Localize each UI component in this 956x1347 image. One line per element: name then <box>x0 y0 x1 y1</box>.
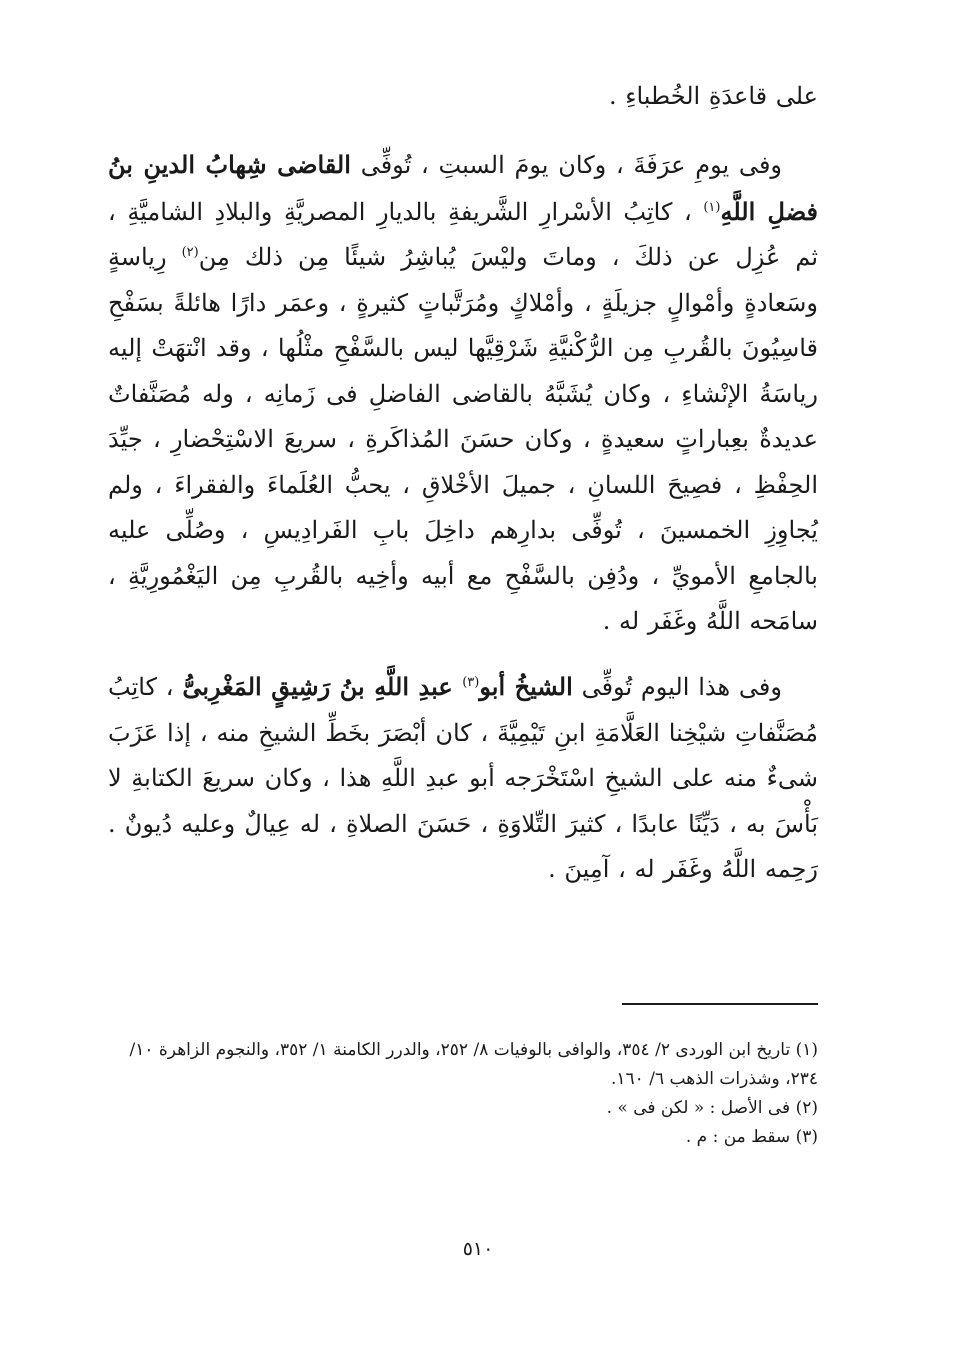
footnote-ref-1[interactable]: (١) <box>703 199 721 215</box>
paragraph-1-text-b: رِياسةٍ وسَعادةٍ وأمْوالٍ جزيلَةٍ ، وأمْلاكٍ ومُرَتَّباتٍ كثيرةٍ ، وعمَر دارًا هائلةً بسَفْحِ قاسِيُونَ بالقُربِ مِن الرُّكْنيَّةِ شَرْقِيَّها ليس بالسَّفْحِ مثْلُها ، وقد انْتهَتْ إليه رياسَةُ الإنْشاءِ ، وكان يُشَبَّهُ بالقاضى الفاضلِ فى زَمانِه ، وله مُصَنَّفاتٌ عديدةٌ بعِباراتٍ سعيدةٍ ، وكان حسَنَ المُذاكَرةِ ، سريعَ الاسْتِحْضارِ ، جيِّدَ الحِفْظِ ، فصِيحَ اللسانِ ، جميلَ الأخْلاقِ ، يحبُّ العُلَماءَ والفقراءَ ، ولم يُجاوِزِ الخمسينَ ، تُوفِّى بدارِهم داخِلَ بابِ الفَرادِيسِ ، وصُلِّى عليه بالجامعِ الأمويِّ ، ودُفِن بالسَّفْحِ مع أبيه وأخِيه بالقُربِ مِن اليَغْمُورِيَّةِ ، سامَحه اللَّهُ وغَفَر له . <box>108 243 818 635</box>
continuation-line <box>108 74 818 120</box>
footnote-2: (٢) فى الأصل : « لكن فى » . <box>606 1098 818 1118</box>
footnote-3: (٣) سقط من : م . <box>685 1127 818 1147</box>
person-name-part-1: الشيخُ أبو <box>479 672 573 701</box>
footnotes <box>108 1036 818 1152</box>
footnote-separator <box>622 1003 818 1005</box>
footnote-ref-2[interactable]: (٢) <box>181 245 199 260</box>
page-number: ٥١٠ <box>462 1238 494 1260</box>
paragraph-2-text: ، كاتِبُ مُصَنَّفاتِ شيْخِنا العَلَّامَةِ ابنِ تَيْمِيَّةَ ، كان أبْصَرَ بخَطِّ الشيخِ منه ، إذا عَزَبَ شىءٌ منه على الشيخِ اسْتَخْرَجه أبو عبدِ اللَّهِ هذا ، وكان سريعَ الكتابةِ لا بَأْسَ به ، دَيِّنًا عابدًا ، كثيرَ التِّلاوَةِ ، حَسَنَ الصلاةِ ، له عِيالٌ وعليه دُيونٌ . رَحِمه اللَّهُ وغَفَر له ، آمِينَ . <box>108 673 818 883</box>
paragraph-1 <box>108 142 818 645</box>
paragraph-2-intro: وفى هذا اليوم تُوفِّى <box>572 673 782 701</box>
footnote-ref-3[interactable]: (٣) <box>462 675 480 690</box>
person-name-part-2: عبدِ اللَّهِ بنُ رَشِيقٍ المَغْرِبىُّ <box>182 672 463 701</box>
paragraph-1-text-a: ، كاتِبُ الأسْرارِ الشَّريفةِ بالديارِ المصريَّةِ والبلادِ الشاميَّةِ ، ثم عُزِل عن ذلكَ ، وماتَ وليْسَ يُباشِرُ شيئًا مِن ذلك مِن <box>108 197 818 271</box>
footnote-1: (١) تاريخ ابن الوردى ٢/ ٣٥٤، والوافى بالوفيات ٨/ ٢٥٢، والدرر الكامنة ١/ ٣٥٢، والنجوم الزاهرة ١٠/ ٢٣٤، وشذرات الذهب ٦/ ١٦٠. <box>129 1040 818 1089</box>
paragraph-2 <box>108 664 818 893</box>
paragraph-1-intro: وفى يومِ عرَفَةَ ، وكان يومَ السبتِ ، تُوفِّى <box>350 151 783 179</box>
person-name-shihab-aldin: القاضى شِهابُ الدينِ بنُ فضلِ اللَّهِ <box>108 150 819 226</box>
continuation-text: على قاعدَةِ الخُطباءِ . <box>608 82 818 110</box>
